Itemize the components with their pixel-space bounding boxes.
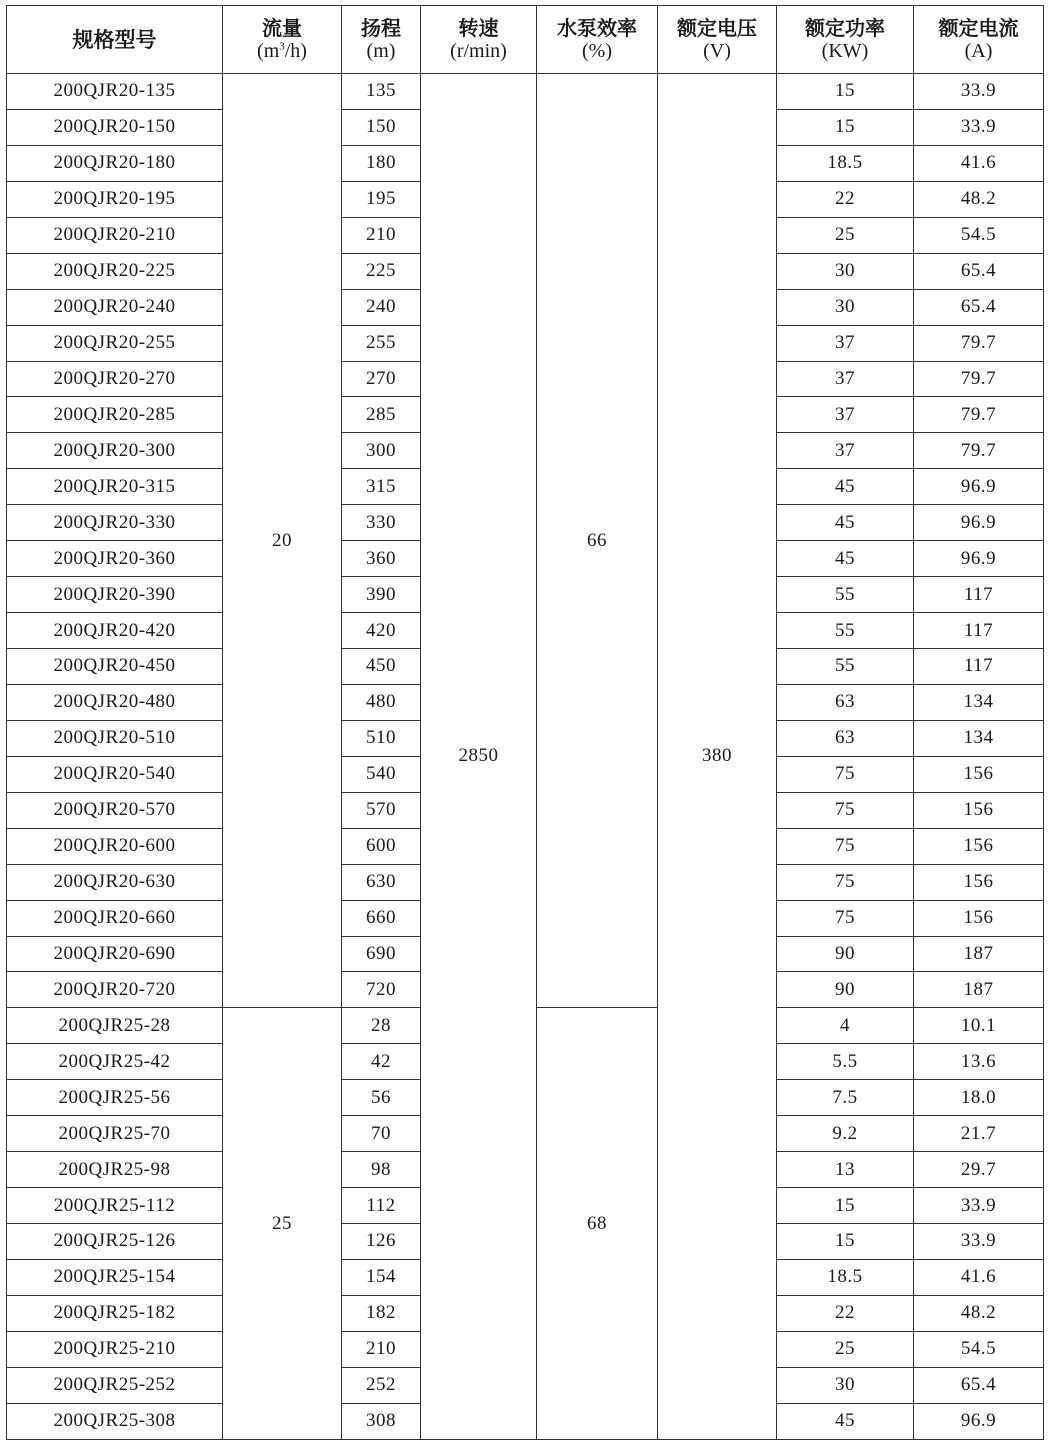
efficiency-cell: 68 [537,1008,658,1439]
current-cell: 33.9 [914,1188,1044,1224]
model-cell: 200QJR20-570 [7,792,223,828]
current-cell: 33.9 [914,1224,1044,1260]
header-efficiency-unit: (%) [582,39,612,62]
model-cell: 200QJR20-390 [7,577,223,613]
header-current-unit: (A) [964,39,993,62]
current-cell: 96.9 [914,505,1044,541]
head-cell: 28 [342,1008,421,1044]
current-cell: 13.6 [914,1044,1044,1080]
head-cell: 255 [342,325,421,361]
header-power [777,6,914,74]
power-cell: 37 [777,361,914,397]
head-cell: 630 [342,864,421,900]
model-cell: 200QJR20-480 [7,684,223,720]
head-cell: 112 [342,1188,421,1224]
power-cell: 18.5 [777,1259,914,1295]
model-cell: 200QJR25-28 [7,1008,223,1044]
power-cell: 45 [777,1403,914,1439]
power-cell: 15 [777,1188,914,1224]
head-cell: 690 [342,936,421,972]
current-cell: 33.9 [914,109,1044,145]
head-cell: 210 [342,217,421,253]
current-cell: 156 [914,864,1044,900]
current-cell: 134 [914,684,1044,720]
model-cell: 200QJR25-98 [7,1152,223,1188]
power-cell: 25 [777,217,914,253]
model-cell: 200QJR25-56 [7,1080,223,1116]
header-speed-unit: (r/min) [450,39,507,62]
head-cell: 420 [342,613,421,649]
current-cell: 48.2 [914,181,1044,217]
header-head-unit: (m) [366,39,396,62]
header-efficiency [537,6,658,74]
power-cell: 63 [777,720,914,756]
power-cell: 13 [777,1152,914,1188]
power-cell: 75 [777,864,914,900]
head-cell: 510 [342,720,421,756]
head-cell: 600 [342,828,421,864]
pump-spec-table [6,5,1044,1440]
power-cell: 15 [777,74,914,110]
power-cell: 18.5 [777,145,914,181]
current-cell: 117 [914,649,1044,685]
speed-cell: 2850 [421,74,537,1440]
model-cell: 200QJR25-70 [7,1116,223,1152]
header-model-title: 规格型号 [72,27,157,52]
model-cell: 200QJR20-300 [7,433,223,469]
model-cell: 200QJR25-154 [7,1259,223,1295]
head-cell: 360 [342,541,421,577]
model-cell: 200QJR25-252 [7,1367,223,1403]
current-cell: 96.9 [914,469,1044,505]
header-voltage-unit: (V) [703,39,731,62]
power-cell: 75 [777,792,914,828]
model-cell: 200QJR20-150 [7,109,223,145]
head-cell: 240 [342,289,421,325]
model-cell: 200QJR20-540 [7,756,223,792]
model-cell: 200QJR25-126 [7,1224,223,1260]
power-cell: 30 [777,1367,914,1403]
head-cell: 182 [342,1295,421,1331]
power-cell: 45 [777,541,914,577]
power-cell: 30 [777,253,914,289]
current-cell: 21.7 [914,1116,1044,1152]
current-cell: 96.9 [914,1403,1044,1439]
header-head-title: 扬程 [361,17,401,40]
head-cell: 390 [342,577,421,613]
model-cell: 200QJR20-720 [7,972,223,1008]
header-flow [223,6,342,74]
header-current-title: 额定电流 [938,17,1019,40]
power-cell: 7.5 [777,1080,914,1116]
header-speed [421,6,537,74]
current-cell: 41.6 [914,145,1044,181]
model-cell: 200QJR20-240 [7,289,223,325]
header-voltage [658,6,777,74]
head-cell: 180 [342,145,421,181]
model-cell: 200QJR20-690 [7,936,223,972]
current-cell: 65.4 [914,1367,1044,1403]
model-cell: 200QJR20-660 [7,900,223,936]
power-cell: 15 [777,109,914,145]
current-cell: 79.7 [914,433,1044,469]
header-efficiency-title: 水泵效率 [557,17,637,40]
head-cell: 126 [342,1224,421,1260]
power-cell: 5.5 [777,1044,914,1080]
model-cell: 200QJR20-420 [7,613,223,649]
power-cell: 37 [777,325,914,361]
power-cell: 55 [777,649,914,685]
head-cell: 135 [342,74,421,110]
head-cell: 42 [342,1044,421,1080]
current-cell: 79.7 [914,361,1044,397]
current-cell: 48.2 [914,1295,1044,1331]
current-cell: 54.5 [914,1331,1044,1367]
flow-cell: 20 [223,74,342,1008]
voltage-cell: 380 [658,74,777,1440]
head-cell: 154 [342,1259,421,1295]
model-cell: 200QJR20-285 [7,397,223,433]
current-cell: 79.7 [914,325,1044,361]
current-cell: 117 [914,613,1044,649]
model-cell: 200QJR20-600 [7,828,223,864]
model-cell: 200QJR20-510 [7,720,223,756]
current-cell: 96.9 [914,541,1044,577]
table-row [7,74,1044,110]
head-cell: 660 [342,900,421,936]
power-cell: 9.2 [777,1116,914,1152]
head-cell: 210 [342,1331,421,1367]
current-cell: 65.4 [914,289,1044,325]
head-cell: 285 [342,397,421,433]
header-speed-title: 转速 [458,17,499,40]
head-cell: 300 [342,433,421,469]
model-cell: 200QJR20-180 [7,145,223,181]
power-cell: 75 [777,756,914,792]
head-cell: 150 [342,109,421,145]
model-cell: 200QJR20-225 [7,253,223,289]
power-cell: 75 [777,900,914,936]
head-cell: 308 [342,1403,421,1439]
current-cell: 29.7 [914,1152,1044,1188]
power-cell: 30 [777,289,914,325]
model-cell: 200QJR20-270 [7,361,223,397]
model-cell: 200QJR20-630 [7,864,223,900]
head-cell: 315 [342,469,421,505]
current-cell: 65.4 [914,253,1044,289]
current-cell: 33.9 [914,74,1044,110]
model-cell: 200QJR25-42 [7,1044,223,1080]
model-cell: 200QJR20-360 [7,541,223,577]
header-flow-unit: $(m^3/h)$ [257,39,307,62]
model-cell: 200QJR20-195 [7,181,223,217]
power-cell: 55 [777,577,914,613]
head-cell: 56 [342,1080,421,1116]
current-cell: 156 [914,756,1044,792]
current-cell: 187 [914,936,1044,972]
head-cell: 450 [342,649,421,685]
current-cell: 54.5 [914,217,1044,253]
head-cell: 270 [342,361,421,397]
power-cell: 37 [777,433,914,469]
model-cell: 200QJR25-182 [7,1295,223,1331]
header-model [7,6,223,74]
model-cell: 200QJR25-308 [7,1403,223,1439]
head-cell: 330 [342,505,421,541]
current-cell: 117 [914,577,1044,613]
power-cell: 4 [777,1008,914,1044]
header-row [7,6,1044,74]
power-cell: 45 [777,469,914,505]
current-cell: 156 [914,792,1044,828]
current-cell: 79.7 [914,397,1044,433]
current-cell: 156 [914,828,1044,864]
efficiency-cell: 66 [537,74,658,1008]
power-cell: 25 [777,1331,914,1367]
power-cell: 63 [777,684,914,720]
header-voltage-title: 额定电压 [677,17,757,40]
power-cell: 75 [777,828,914,864]
header-power-unit: (KW) [821,39,869,62]
head-cell: 540 [342,756,421,792]
model-cell: 200QJR20-255 [7,325,223,361]
head-cell: 252 [342,1367,421,1403]
head-cell: 98 [342,1152,421,1188]
current-cell: 41.6 [914,1259,1044,1295]
header-current [914,6,1044,74]
head-cell: 70 [342,1116,421,1152]
head-cell: 225 [342,253,421,289]
power-cell: 22 [777,1295,914,1331]
power-cell: 55 [777,613,914,649]
model-cell: 200QJR20-315 [7,469,223,505]
header-power-title: 额定功率 [805,17,885,40]
table-body [7,74,1044,1440]
head-cell: 480 [342,684,421,720]
power-cell: 90 [777,972,914,1008]
power-cell: 22 [777,181,914,217]
power-cell: 90 [777,936,914,972]
current-cell: 134 [914,720,1044,756]
power-cell: 15 [777,1224,914,1260]
header-head [342,6,421,74]
model-cell: 200QJR20-210 [7,217,223,253]
model-cell: 200QJR20-330 [7,505,223,541]
head-cell: 720 [342,972,421,1008]
header-flow-title: 流量 [262,17,302,40]
model-cell: 200QJR20-450 [7,649,223,685]
model-cell: 200QJR20-135 [7,74,223,110]
current-cell: 187 [914,972,1044,1008]
model-cell: 200QJR25-112 [7,1188,223,1224]
power-cell: 37 [777,397,914,433]
current-cell: 156 [914,900,1044,936]
head-cell: 570 [342,792,421,828]
current-cell: 10.1 [914,1008,1044,1044]
current-cell: 18.0 [914,1080,1044,1116]
model-cell: 200QJR25-210 [7,1331,223,1367]
flow-cell: 25 [223,1008,342,1439]
power-cell: 45 [777,505,914,541]
head-cell: 195 [342,181,421,217]
